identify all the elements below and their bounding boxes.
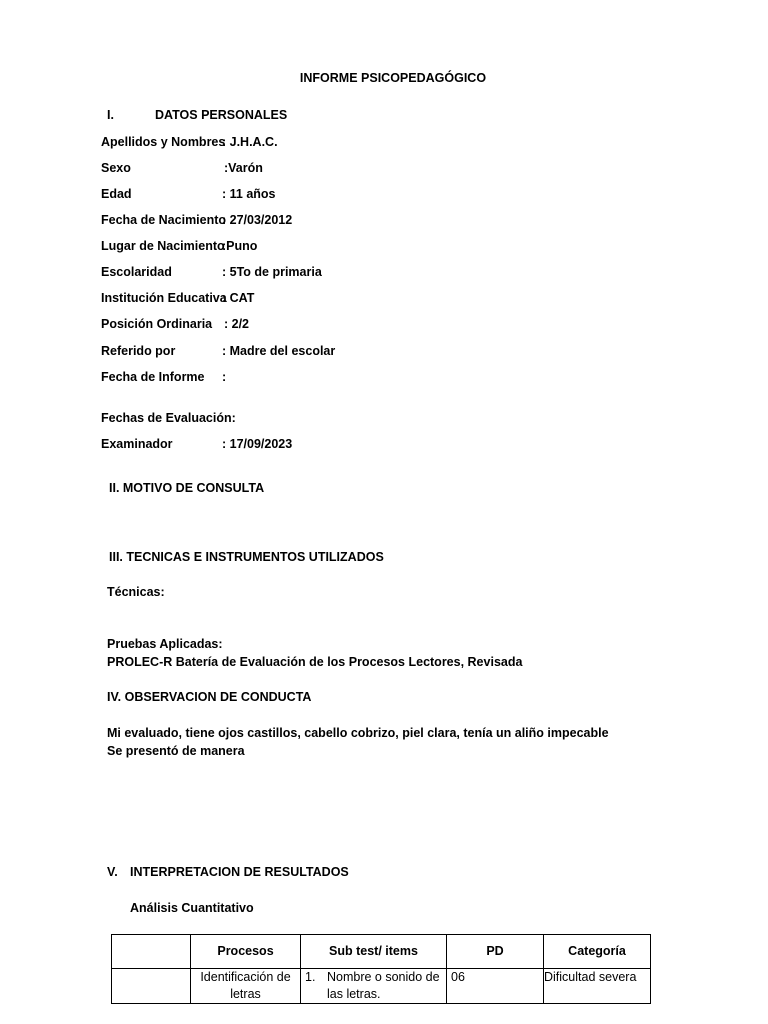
section-5-number: V.: [107, 865, 118, 879]
table-cell-categoria: Dificultad severa: [544, 969, 651, 1004]
field-label: Fecha de Nacimiento: [101, 213, 227, 227]
field-label: Fecha de Informe: [101, 370, 205, 384]
field-value: :Varón: [224, 161, 263, 175]
field-value: : 5To de primaria: [222, 265, 322, 279]
pruebas-value: PROLEC-R Batería de Evaluación de los Procesos Lectores, Revisada: [107, 655, 523, 669]
field-label: Apellidos y Nombres: [101, 135, 226, 149]
eval-dates-label: Fechas de Evaluación:: [101, 411, 236, 425]
section-1-heading: DATOS PERSONALES: [155, 108, 288, 122]
table-header-cell: Sub test/ items: [301, 935, 447, 969]
table-cell-empty: [112, 969, 191, 1004]
field-label: Lugar de Nacimiento: [101, 239, 225, 253]
section-2-heading: II. MOTIVO DE CONSULTA: [109, 481, 265, 495]
field-value: :: [222, 370, 227, 384]
field-label: Referido por: [101, 344, 176, 358]
field-label: Sexo: [101, 161, 131, 175]
item-number: 1.: [305, 970, 316, 984]
table-header-cell: PD: [447, 935, 544, 969]
tecnicas-label: Técnicas:: [107, 585, 165, 599]
pruebas-label: Pruebas Aplicadas:: [107, 637, 223, 651]
field-value: :Puno: [222, 239, 258, 253]
document-title: INFORME PSICOPEDAGÓGICO: [299, 71, 487, 85]
field-value: : J.H.A.C.: [222, 135, 278, 149]
table-cell-proceso: Identificación de letras: [191, 969, 301, 1004]
section-1-number: I.: [107, 108, 114, 122]
table-row: [112, 969, 651, 1004]
observation-line-1: Mi evaluado, tiene ojos castillos, cabello cobrizo, piel clara, tenía un aliño impecable: [107, 726, 609, 740]
field-value: : Madre del escolar: [222, 344, 336, 358]
table-header-cell: Procesos: [191, 935, 301, 969]
field-label: Institución Educativa: [101, 291, 227, 305]
examiner-value: : 17/09/2023: [222, 437, 293, 451]
results-table: [111, 934, 651, 1004]
table-header-row: [112, 935, 651, 969]
table-cell-pd: 06: [447, 969, 544, 1004]
table-header-cell: Categoría: [544, 935, 651, 969]
field-label: Posición Ordinaria: [101, 317, 213, 331]
item-text: Nombre o sonido de las letras.: [327, 970, 440, 1001]
field-value: : 11 años: [222, 187, 276, 201]
table-cell-item: [301, 969, 447, 1004]
section-4-heading: IV. OBSERVACION DE CONDUCTA: [107, 690, 312, 704]
examiner-label: Examinador: [101, 437, 173, 451]
field-value: : 2/2: [224, 317, 250, 331]
field-value: : 27/03/2012: [222, 213, 293, 227]
section-3-heading: III. TECNICAS E INSTRUMENTOS UTILIZADOS: [109, 550, 384, 564]
observation-line-2: Se presentó de manera: [107, 744, 245, 758]
analysis-subheading: Análisis Cuantitativo: [130, 901, 254, 915]
field-value: : CAT: [222, 291, 255, 305]
section-5-heading: INTERPRETACION DE RESULTADOS: [130, 865, 349, 879]
field-label: Edad: [101, 187, 132, 201]
table-header-cell: [112, 935, 191, 969]
field-label: Escolaridad: [101, 265, 172, 279]
